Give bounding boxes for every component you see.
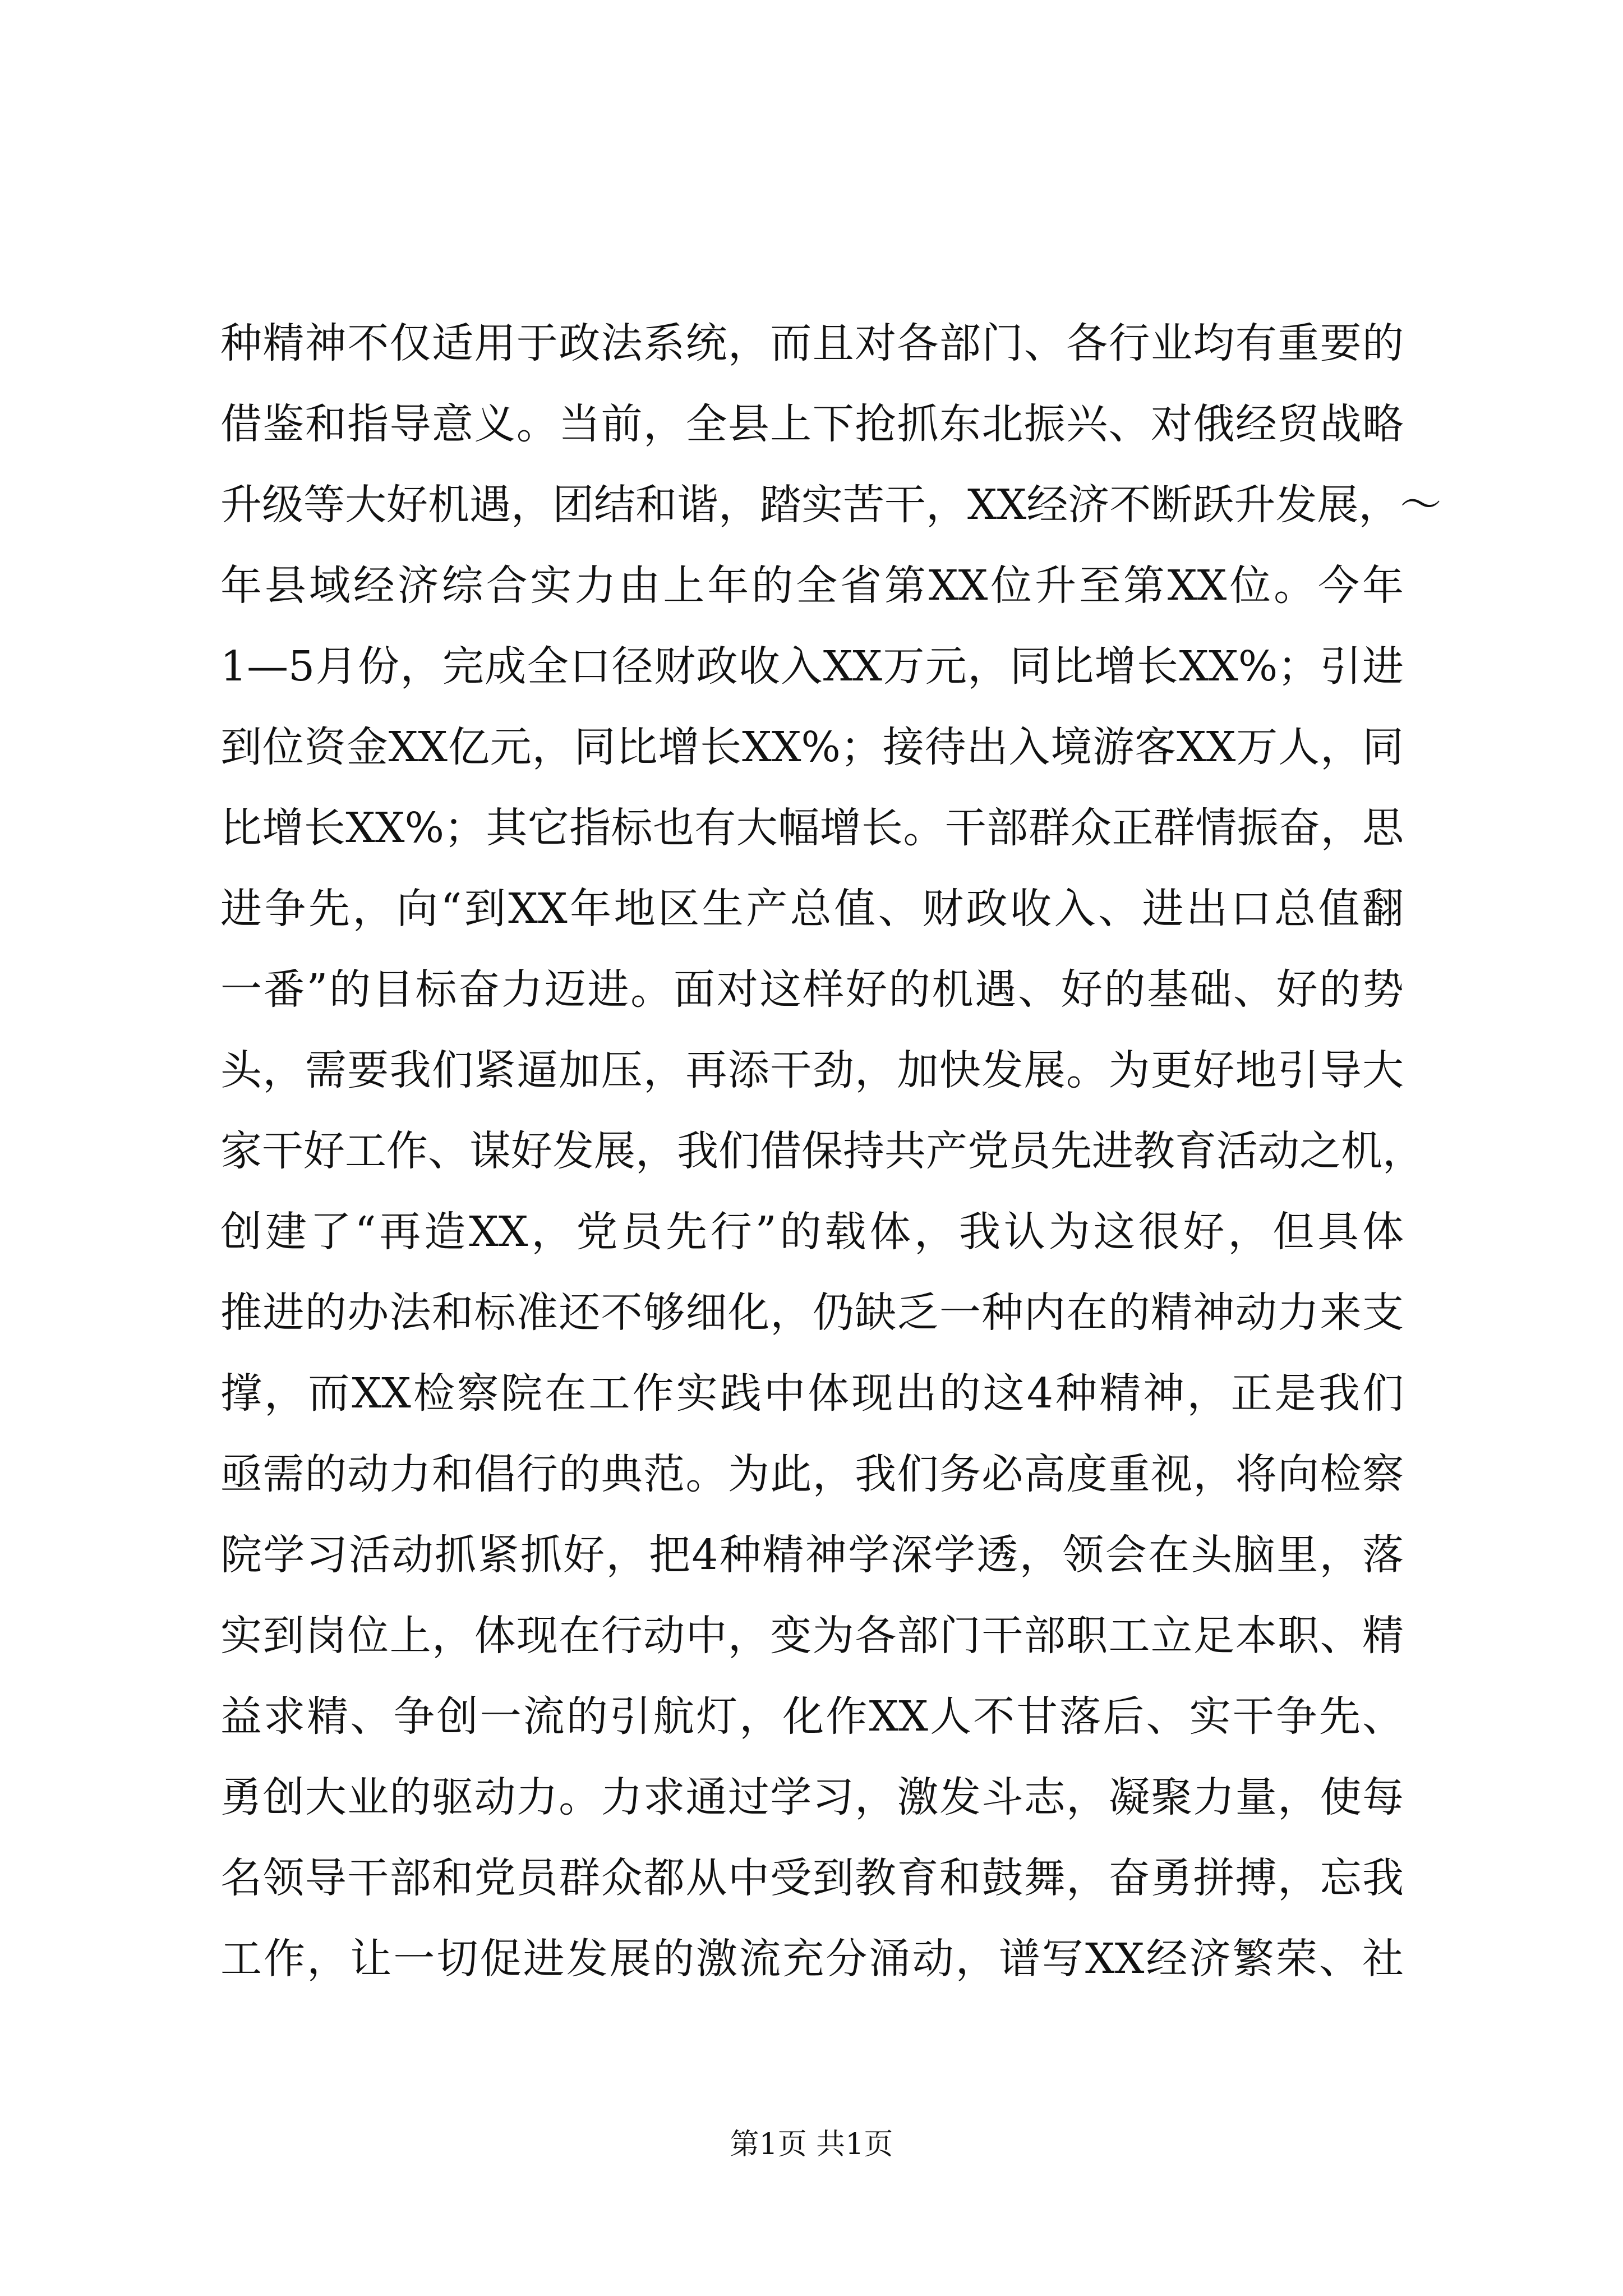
text-line: 比增长XX%；其它指标也有大幅增长。干部群众正群情振奋，思 [220,804,1404,852]
text-line: 撑，而XX检察院在工作实践中体现出的这4种精神，正是我们 [220,1369,1404,1418]
page-number-footer: 第1页 共1页 [730,2128,893,2161]
text-line: 推进的办法和标准还不够细化，仍缺乏一种内在的精神动力来支 [220,1289,1404,1337]
text-line: 创建了“再造XX，党员先行”的载体，我认为这很好，但具体 [220,1208,1404,1256]
text-line: 头，需要我们紧逼加压，再添干劲，加快发展。为更好地引导大 [220,1046,1404,1094]
text-line: 家干好工作、谋好发展，我们借保持共产党员先进教育活动之机， [220,1127,1424,1175]
text-line: 到位资金XX亿元，同比增长XX%；接待出入境游客XX万人，同 [220,723,1404,771]
text-line: 院学习活动抓紧抓好，把4种精神学深学透，领会在头脑里，落 [220,1531,1404,1579]
text-line: 进争先，向“到XX年地区生产总值、财政收入、进出口总值翻 [220,885,1404,933]
text-line: 亟需的动力和倡行的典范。为此，我们务必高度重视，将向检察 [220,1450,1404,1498]
text-line: 借鉴和指导意义。当前，全县上下抢抓东北振兴、对俄经贸战略 [220,400,1404,448]
text-line: 种精神不仅适用于政法系统，而且对各部门、各行业均有重要的 [220,319,1404,367]
text-line: 益求精、争创一流的引航灯，化作XX人不甘落后、实干争先、 [220,1692,1404,1741]
text-line: 实到岗位上，体现在行动中，变为各部门干部职工立足本职、精 [220,1612,1404,1660]
text-line: 1—5月份，完成全口径财政收入XX万元，同比增长XX%；引进 [220,642,1404,691]
text-line: 工作，让一切促进发展的激流充分涌动，谱写XX经济繁荣、社 [220,1935,1404,1983]
text-line: 名领导干部和党员群众都从中受到教育和鼓舞，奋勇拼搏，忘我 [220,1854,1404,1902]
text-line: 年县域经济综合实力由上年的全省第XX位升至第XX位。今年 [220,562,1404,610]
text-line: 勇创大业的驱动力。力求通过学习，激发斗志，凝聚力量，使每 [220,1773,1404,1821]
text-line: 一番”的目标奋力迈进。面对这样好的机遇、好的基础、好的势 [220,965,1404,1014]
text-line: 升级等大好机遇，团结和谐，踏实苦干，XX经济不断跃升发展，～ [220,481,1442,529]
body-paragraph [220,303,1442,1999]
